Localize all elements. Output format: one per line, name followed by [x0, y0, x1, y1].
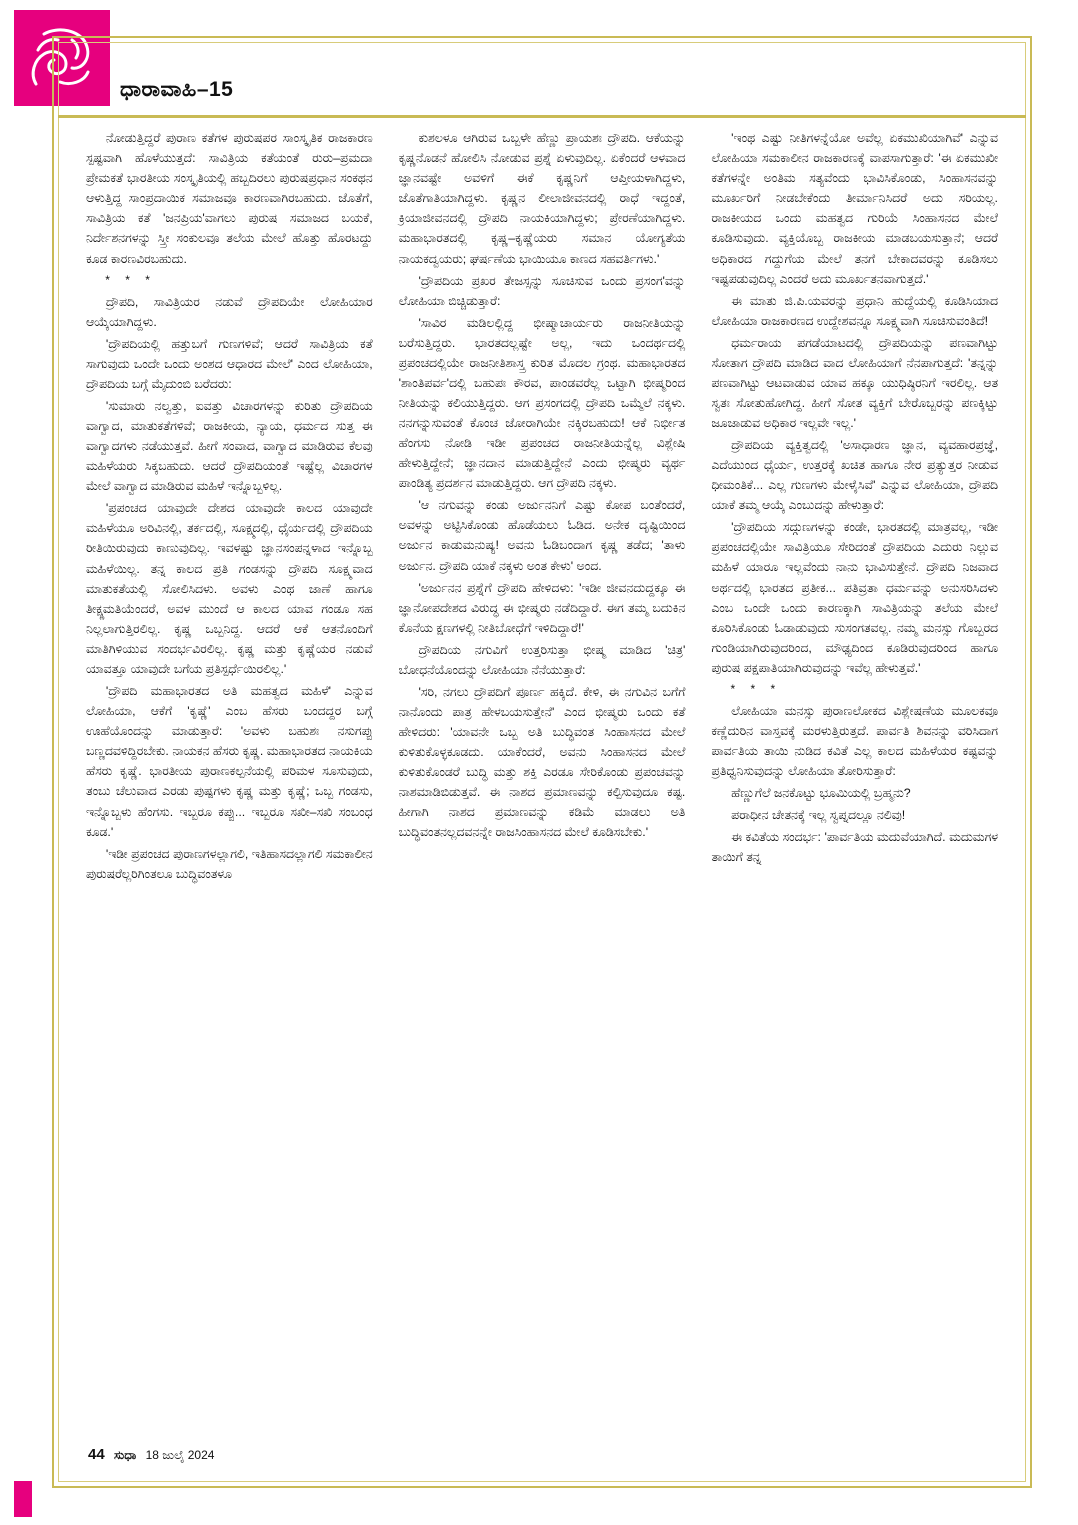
- paragraph: ಪರಾಧೀನ ಚೇತನಕ್ಕೆ ಇಲ್ಲ ಸ್ವಪ್ನದಲ್ಲೂ ನಲಿವು!: [731, 808, 906, 823]
- section-separator: * * *: [105, 272, 156, 287]
- section-separator: * * *: [730, 681, 782, 696]
- paragraph: 'ದ್ರೌಪದಿಯ ಸದ್ಗುಣಗಳನ್ನು ಕಂಡೇ, ಭಾರತದಲ್ಲಿ ಮಾತ್ರವಲ್ಲ, ಇಡೀ ಪ್ರಪಂಚದಲ್ಲಿಯೇ ಸಾವಿತ್ರಿಯೂ ಸೇರಿದಂತೆ ದ್ರೌಪದಿಯ ಎದುರು ನಿಲ್ಲುವ ಮಹಿಳೆ ಯಾರೂ ಇಲ್ಲವೆಂದು ನಾನು ಭಾವಿಸುತ್ತೇನೆ. ದ್ರೌಪದಿ ನಿಜವಾದ ಅರ್ಥದಲ್ಲಿ ಭಾರತದ ಪ್ರತೀಕ... ಪತಿವ್ರತಾ ಧರ್ಮವನ್ನು ಅನುಸರಿಸಿದಳು ಎಂಬ ಒಂದೇ ಒಂದು ಕಾರಣಕ್ಕಾಗಿ ಸಾವಿತ್ರಿಯನ್ನು ತಲೆಯ ಮೇಲೆ ಕೂರಿಸಿಕೊಂಡು ಓಡಾಡುವುದು ಸುಸಂಗತವಲ್ಲ. ನಮ್ಮ ಮನಸ್ಸು ಗೊಬ್ಬರದ ಗುಂಡಿಯಾಗಿರುವುದರಿಂದ, ಮೌಢ್ಯದಿಂದ ಕೂಡಿರುವುದರಿಂದ ಹಾಗೂ ಪುರುಷ ಪಕ್ಷಪಾತಿಯಾಗಿರುವುದನ್ನು ಇವೆಲ್ಲ ಹೇಳುತ್ತವೆ.': [711, 520, 999, 675]
- text-column-3: [711, 128, 998, 1398]
- paragraph: ಈ ಮಾತು ಜಿ.ಪಿ.ಯವರನ್ನು ಪ್ರಧಾನಿ ಹುದ್ದೆಯಲ್ಲಿ ಕೂಡಿಸಿಯಾದ ಲೋಹಿಯಾ ರಾಜಕಾರಣದ ಉದ್ದೇಶವನ್ನೂ ಸೂಕ್ಷ್ಮವಾಗಿ ಸೂಚಿಸುವಂತಿದೆ!: [711, 293, 999, 328]
- issue-date: 18 ಜುಲೈ 2024: [145, 1448, 215, 1462]
- paragraph: ಕುಶಲಳೂ ಆಗಿರುವ ಒಬ್ಬಳೇ ಹೆಣ್ಣು ಪ್ರಾಯಶಃ ದ್ರೌಪದಿ. ಆಕೆಯನ್ನು ಕೃಷ್ಣನೊಡನೆ ಹೋಲಿಸಿ ನೋಡುವ ಪ್ರಶ್ನೆ ಏಳುವುದಿಲ್ಲ. ಏಕೆಂದರೆ ಆಳವಾದ ಜ್ಞಾನವಷ್ಟೇ ಅವಳಿಗೆ ಈಕೆ ಕೃಷ್ಣನಿಗೆ ಆಪ್ತೀಯಳಾಗಿದ್ದಳು, ಜೊತೆಗಾತಿಯಾಗಿದ್ದಳು. ಕೃಷ್ಣನ ಲೀಲಾಜೀವನದಲ್ಲಿ ರಾಧೆ ಇದ್ದಂತೆ, ಕ್ರಿಯಾಜೀವನದಲ್ಲಿ ದ್ರೌಪದಿ ನಾಯಕಿಯಾಗಿದ್ದಳು; ಪ್ರೇರಣೆಯಾಗಿದ್ದಳು. ಮಹಾಭಾರತದಲ್ಲಿ ಕೃಷ್ಣ–ಕೃಷ್ಣೆಯರು ಸಮಾನ ಯೋಗ್ಯತೆಯ ನಾಯಕದ್ವಯರು; ಘರ್ಷಣೆಯ ಭಾಯಿಯೂ ಕಾಣದ ಸಹವರ್ತಿಗಳು.': [398, 131, 686, 266]
- paragraph: ಲೋಹಿಯಾ ಮನಸ್ಸು ಪುರಾಣಲೋಕದ ವಿಶ್ಲೇಷಣೆಯ ಮೂಲಕವೂ ಕಣ್ಣೆದುರಿನ ವಾಸ್ತವಕ್ಕೆ ಮರಳುತ್ತಿರುತ್ತದೆ. ಪಾರ್ವತಿ ಶಿವನನ್ನು ವರಿಸಿದಾಗ ಪಾರ್ವತಿಯ ತಾಯಿ ನುಡಿದ ಕವಿತೆ ಎಲ್ಲ ಕಾಲದ ಮಹಿಳೆಯರ ಕಷ್ಟವನ್ನು ಪ್ರತಿಧ್ವನಿಸುವುದನ್ನು ಲೋಹಿಯಾ ತೋರಿಸುತ್ತಾರೆ:: [711, 704, 999, 779]
- article-body: [86, 128, 998, 1398]
- paragraph: 'ದ್ರೌಪದಿಯ ಪ್ರಖರ ತೇಜಸ್ಸನ್ನು ಸೂಚಿಸುವ ಒಂದು ಪ್ರಸಂಗ'ವನ್ನು ಲೋಹಿಯಾ ಬಿಚ್ಚಿಡುತ್ತಾರೆ:: [398, 273, 686, 308]
- paragraph: 'ಅರ್ಜುನನ ಪ್ರಶ್ನೆಗೆ ದ್ರೌಪದಿ ಹೇಳಿದಳು: 'ಇಡೀ ಜೀವನದುದ್ದಕ್ಕೂ ಈ ಜ್ಞಾನೋಪದೇಶದ ವಿರುದ್ಧ ಈ ಭೀಷ್ಮರು ನಡೆದಿದ್ದಾರೆ. ಈಗ ತಮ್ಮ ಬದುಕಿನ ಕೊನೆಯ ಕ್ಷಣಗಳಲ್ಲಿ ನೀತಿಬೋಧೆಗೆ ಇಳಿದಿದ್ದಾರೆ!': [398, 580, 686, 635]
- paragraph: ಈ ಕವಿತೆಯ ಸಂದರ್ಭ: 'ಪಾರ್ವತಿಯ ಮದುವೆಯಾಗಿದೆ. ಮದುಮಗಳ ತಾಯಿಗೆ ತನ್ನ: [711, 830, 999, 865]
- paragraph: ದ್ರೌಪದಿಯ ನಗುವಿಗೆ ಉತ್ತರಿಸುತ್ತಾ ಭೀಷ್ಮ ಮಾಡಿದ 'ಚಿತ್ರ' ಬೋಧನೆಯೊಂದನ್ನು ಲೋಹಿಯಾ ನೆನೆಯುತ್ತಾರೆ:: [398, 642, 686, 677]
- paragraph: ದ್ರೌಪದಿ, ಸಾವಿತ್ರಿಯರ ನಡುವೆ ದ್ರೌಪದಿಯೇ ಲೋಹಿಯಾರ ಆಯ್ಕೆಯಾಗಿದ್ದಳು.: [86, 294, 373, 329]
- paragraph: 'ಸರಿ, ನಗಲು ದ್ರೌಪದಿಗೆ ಪೂರ್ಣ ಹಕ್ಕಿದೆ. ಕೇಳಿ, ಈ ನಗುವಿನ ಬಗೆಗೆ ನಾನೊಂದು ಪಾತ್ರ ಹೇಳಬಯಸುತ್ತೇನೆ' ಎಂದ ಭೀಷ್ಮರು ಒಂದು ಕತೆ ಹೇಳಿದರು: 'ಯಾವನೇ ಒಬ್ಬ ಅತಿ ಬುದ್ಧಿವಂತ ಸಿಂಹಾಸನದ ಮೇಲೆ ಕುಳಿತುಕೊಳ್ಳಕೂಡದು. ಯಾಕೆಂದರೆ, ಅವನು ಸಿಂಹಾಸನದ ಮೇಲೆ ಕುಳಿತುಕೊಂಡರೆ ಬುದ್ಧಿ ಮತ್ತು ಶಕ್ತಿ ಎರಡೂ ಸೇರಿಕೊಂಡು ಪ್ರಪಂಚವನ್ನು ನಾಶಮಾಡಿಬಿಡುತ್ತವೆ. ಈ ನಾಶದ ಪ್ರಮಾಣವನ್ನು ಕಲ್ಪಿಸುವುದೂ ಕಷ್ಟ. ಹೀಗಾಗಿ ನಾಶದ ಪ್ರಮಾಣವನ್ನು ಕಡಿಮೆ ಮಾಡಲು ಅತಿ ಬುದ್ಧಿವಂತನಲ್ಲದವನನ್ನೇ ರಾಜಸಿಂಹಾಸನದ ಮೇಲೆ ಕೂಡಿಸಬೇಕು.': [398, 684, 686, 840]
- text-column-1: [86, 128, 373, 1398]
- paragraph: 'ಸುಮಾರು ನಲ್ವತ್ತು, ಐವತ್ತು ವಿಚಾರಗಳನ್ನು ಕುರಿತು ದ್ರೌಪದಿಯ ವಾಗ್ವಾದ, ಮಾತುಕತೆಗಳಿವೆ; ರಾಜಕೀಯ, ನ್ಯಾಯ, ಧರ್ಮದ ಸುತ್ತ ಈ ವಾಗ್ವಾದಗಳು ನಡೆಯುತ್ತವೆ. ಹೀಗೆ ಸಂವಾದ, ವಾಗ್ವಾದ ಮಾಡಿರುವ ಕೆಲವು ಮಹಿಳೆಯರು ಸಿಕ್ಕಬಹುದು. ಆದರೆ ದ್ರೌಪದಿಯಂತೆ ಇಷ್ಟೆಲ್ಲ ವಿಚಾರಗಳ ಮೇಲೆ ವಾಗ್ವಾದ ಮಾಡಿರುವ ಮಹಿಳೆ ಇನ್ನೊಬ್ಬಳಿಲ್ಲ.: [86, 398, 373, 494]
- page-number: 44: [88, 1446, 105, 1463]
- paragraph: 'ಇಡೀ ಪ್ರಪಂಚದ ಪುರಾಣಗಳಲ್ಲಾಗಲಿ, ಇತಿಹಾಸದಲ್ಲಾಗಲಿ ಸಮಕಾಲೀನ ಪುರುಷರೆಲ್ಲರಿಗಿಂತಲೂ ಬುದ್ಧಿವಂತಳೂ: [86, 846, 373, 881]
- paragraph: 'ಪ್ರಪಂಚದ ಯಾವುದೇ ದೇಶದ ಯಾವುದೇ ಕಾಲದ ಯಾವುದೇ ಮಹಿಳೆಯೂ ಅರಿವಿನಲ್ಲಿ, ತರ್ಕದಲ್ಲಿ, ಸೂಕ್ಷ್ಮದಲ್ಲಿ, ಧೈರ್ಯದಲ್ಲಿ ದ್ರೌಪದಿಯ ರೀತಿಯಿರುವುದು ಕಾಣುವುದಿಲ್ಲ. ಇವಳಷ್ಟು ಜ್ಞಾನಸಂಪನ್ನಳಾದ ಇನ್ನೊಬ್ಬ ಮಹಿಳೆಯಿಲ್ಲ. ತನ್ನ ಕಾಲದ ಪ್ರತಿ ಗಂಡಸನ್ನು ದ್ರೌಪದಿ ಸೂಕ್ಷ್ಮವಾದ ಮಾತುಕತೆಯಲ್ಲಿ ಸೋಲಿಸಿದಳು. ಅವಳು ಎಂಥ ಜಾಣೆ ಹಾಗೂ ತೀಕ್ಷ್ಣಮತಿಯೆಂದರೆ, ಅವಳ ಮುಂದೆ ಆ ಕಾಲದ ಯಾವ ಗಂಡೂ ಸಹ ನಿಲ್ಲಲಾಗುತ್ತಿರಲಿಲ್ಲ. ಕೃಷ್ಣ ಒಬ್ಬನಿದ್ದ. ಆದರೆ ಆಕೆ ಆತನೊಂದಿಗೆ ಮಾತಿಗಿಳಿಯುವ ಸಂದರ್ಭವಿರಲಿಲ್ಲ. ಕೃಷ್ಣ ಮತ್ತು ಕೃಷ್ಣೆಯರ ನಡುವೆ ಯಾವತ್ತೂ ಯಾವುದೇ ಬಗೆಯ ಪ್ರತಿಸ್ಪರ್ಧೆಯಿರಲಿಲ್ಲ.': [86, 501, 373, 677]
- paragraph: 'ಇಂಥ ಎಷ್ಟು ನೀತಿಗಳನ್ನೆಯೋ ಅವೆಲ್ಲ ಏಕಮುಖಿಯಾಗಿವೆ' ಎನ್ನುವ ಲೋಹಿಯಾ ಸಮಕಾಲೀನ ರಾಜಕಾರಣಕ್ಕೆ ವಾಪಸಾಗುತ್ತಾರೆ: 'ಈ ಏಕಮುಖೀ ಕತೆಗಳನ್ನೇ ಅಂತಿಮ ಸತ್ಯವೆಂದು ಭಾವಿಸಿಕೊಂಡು, ಸಿಂಹಾಸನವನ್ನು ಮೂರ್ಖರಿಗೆ ನೀಡಬೇಕೆಂದು ತೀರ್ಮಾನಿಸಿದರೆ ಅದು ಸರಿಯಲ್ಲ. ರಾಜಕೀಯದ ಒಂದು ಮಹತ್ವದ ಗುರಿಯೆ ಸಿಂಹಾಸನದ ಮೇಲೆ ಕೂಡಿಸುವುದು. ವ್ಯಕ್ತಿಯೊಬ್ಬ ರಾಜಕೀಯ ಮಾಡಬಯಸುತ್ತಾನೆ; ಆದರೆ ಅಧಿಕಾರದ ಗದ್ದುಗೆಯ ಮೇಲೆ ತನಗೆ ಬೇಕಾದವರನ್ನು ಕೂಡಿಸಲು ಇಷ್ಟಪಡುವುದಿಲ್ಲ ಎಂದರೆ ಅದು ಮೂರ್ಖತನವಾಗುತ್ತದೆ.': [711, 131, 999, 286]
- decorative-mark: [14, 1481, 32, 1517]
- paragraph: ನೋಡುತ್ತಿದ್ದರೆ ಪುರಾಣ ಕತೆಗಳ ಪುರುಷಪರ ಸಾಂಸ್ಕೃತಿಕ ರಾಜಕಾರಣ ಸ್ಪಷ್ಟವಾಗಿ ಹೊಳೆಯುತ್ತದೆ: ಸಾವಿತ್ರಿಯ ಕತೆಯಂತೆ ರುರು–ಪ್ರಮದಾ ಪ್ರೇಮಕತೆ ಭಾರತೀಯ ಸಂಸ್ಕೃತಿಯಲ್ಲಿ ಹಬ್ಬದಿರಲು ಪುರುಷಪ್ರಧಾನ ಸಂಕಥನ ಆಳುತ್ತಿದ್ದ ಸಾಂಪ್ರದಾಯಿಕ ಸಮಾಜವೂ ಕಾರಣವಾಗಿರಬಹುದು. ಜೊತೆಗೆ, ಸಾವಿತ್ರಿಯ ಕತೆ 'ಜನಪ್ರಿಯ'ವಾಗಲು ಪುರುಷ ಸಮಾಜದ ಬಯಕೆ, ನಿರ್ದೇಶನಗಳನ್ನು ಸ್ತ್ರೀ ಸಂಕುಲವೂ ತಲೆಯ ಮೇಲೆ ಹೊತ್ತು ಹೊರಟದ್ದು ಕೂಡ ಕಾರಣವಿರಬಹುದು.: [86, 131, 373, 266]
- paragraph: 'ಸಾವಿರ ಮಡಿಲಲ್ಲಿದ್ದ ಭೀಷ್ಮಾಚಾರ್ಯರು ರಾಜನೀತಿಯನ್ನು ಬರೆಸುತ್ತಿದ್ದರು. ಭಾರತದಲ್ಲಷ್ಟೇ ಅಲ್ಲ, ಇದು ಒಂದರ್ಥದಲ್ಲಿ ಪ್ರಪಂಚದಲ್ಲಿಯೇ ರಾಜನೀತಿಶಾಸ್ತ್ರ ಕುರಿತ ಮೊದಲ ಗ್ರಂಥ. ಮಹಾಭಾರತದ 'ಶಾಂತಿಪರ್ವ'ದಲ್ಲಿ ಬಹುಪಃ ಕೌರವ, ಪಾಂಡವರೆಲ್ಲ ಒಟ್ಟಾಗಿ ಭೀಷ್ಮರಿಂದ ನೀತಿಯನ್ನು ಕಲಿಯುತ್ತಿದ್ದರು. ಆಗ ಪ್ರಸಂಗದಲ್ಲಿ ದ್ರೌಪದಿ ಒಮ್ಮೆಲೆ ನಕ್ಕಳು. ನನಗನ್ನುಸುವಂತೆ ಕೊಂಚ ಜೋರಾಗಿಯೇ ನಕ್ಕಿರಬಹುದು! ಆಕೆ ನಿರ್ಭೀತ ಹೆಂಗಸು ನೋಡಿ ಇಡೀ ಪ್ರಪಂಚದ ರಾಜನೀತಿಯನ್ನೆಲ್ಲ ವಿಶ್ಲೇಷಿ ಹೇಳುತ್ತಿದ್ದೇನೆ; ಜ್ಞಾನದಾನ ಮಾಡುತ್ತಿದ್ದೇನೆ ಎಂದು ಭೀಷ್ಮರು ವ್ಯರ್ಥ ಪಾಂಡಿತ್ಯ ಪ್ರದರ್ಶನ ಮಾಡುತ್ತಿದ್ದರು. ಆಗ ದ್ರೌಪದಿ ನಕ್ಕಳು.: [398, 315, 686, 491]
- paragraph: 'ದ್ರೌಪದಿ ಮಹಾಭಾರತದ ಅತಿ ಮಹತ್ವದ ಮಹಿಳೆ' ಎನ್ನುವ ಲೋಹಿಯಾ, ಆಕೆಗೆ 'ಕೃಷ್ಣೆ' ಎಂಬ ಹೆಸರು ಬಂದದ್ದರ ಬಗ್ಗೆ ಊಹೆಯೊಂದನ್ನು ಮಾಡುತ್ತಾರೆ: 'ಅವಳು ಬಹುಶಃ ನಸುಗಪ್ಪು ಬಣ್ಣದವಳಿದ್ದಿರಬೇಕು. ನಾಯಕನ ಹೆಸರು ಕೃಷ್ಣ. ಮಹಾಭಾರತದ ನಾಯಕಿಯ ಹೆಸರು ಕೃಷ್ಣೆ. ಭಾರತೀಯ ಪುರಾಣಕಲ್ಪನೆಯಲ್ಲಿ ಪರಿಮಳ ಸೂಸುವುದು, ತಂಬು ಚೆಲುವಾದ ಎರಡು ಪುಷ್ಪಗಳು ಕೃಷ್ಣ ಮತ್ತು ಕೃಷ್ಣೆ; ಒಬ್ಬ ಗಂಡಸು, ಇನ್ನೊಬ್ಬಳು ಹೆಂಗಸು. ಇಬ್ಬರೂ ಕಪ್ಪು... ಇಬ್ಬರೂ ಸಖೀ–ಸಖಿ ಸಂಬಂಧ ಕೂಡ.': [86, 683, 373, 839]
- header-divider: [58, 115, 1026, 118]
- paragraph: ಧರ್ಮರಾಯ ಪಗಡೆಯಾಟದಲ್ಲಿ ದ್ರೌಪದಿಯನ್ನು ಪಣವಾಗಿಟ್ಟು ಸೋತಾಗ ದ್ರೌಪದಿ ಮಾಡಿದ ವಾದ ಲೋಹಿಯಾಗೆ ನೆನಪಾಗುತ್ತದೆ: 'ತನ್ನನ್ನು ಪಣವಾಗಿಟ್ಟು ಆಟವಾಡುವ ಯಾವ ಹಕ್ಕೂ ಯುಧಿಷ್ಠಿರನಿಗೆ ಇರಲಿಲ್ಲ. ಆತ ಸ್ವತಃ ಸೋತುಹೋಗಿದ್ದ. ಹೀಗೆ ಸೋತ ವ್ಯಕ್ತಿಗೆ ಬೇರೊಬ್ಬರನ್ನು ಪಣಕ್ಕಿಟ್ಟು ಜೂಜಾಡುವ ಅಧಿಕಾರ ಇಲ್ಲವೇ ಇಲ್ಲ.': [711, 335, 999, 431]
- text-column-2: [399, 128, 686, 1398]
- paragraph: 'ಆ ನಗುವನ್ನು ಕಂಡು ಅರ್ಜುನನಿಗೆ ಎಷ್ಟು ಕೋಪ ಬಂತೆಂದರೆ, ಅವಳನ್ನು ಅಟ್ಟಿಸಿಕೊಂಡು ಹೊಡೆಯಲು ಓಡಿದ. ಅನೇಕ ದೃಷ್ಟಿಯಿಂದ ಅರ್ಜುನ ಕಾಡುಮನುಷ್ಯ! ಅವನು ಓಡಿಬಂದಾಗ ಕೃಷ್ಣ ತಡೆದ; 'ತಾಳು ಅರ್ಜುನ. ದ್ರೌಪದಿ ಯಾಕೆ ನಕ್ಕಳು ಅಂತ ಕೇಳು' ಅಂದ.: [398, 498, 686, 573]
- paragraph: 'ದ್ರೌಪದಿಯಲ್ಲಿ ಹತ್ತುಬಗೆ ಗುಣಗಳಿವೆ; ಆದರೆ ಸಾವಿತ್ರಿಯ ಕತೆ ಸಾಗುವುದು ಒಂದೇ ಒಂದು ಅಂಶದ ಆಧಾರದ ಮೇಲೆ' ಎಂದ ಲೋಹಿಯಾ, ದ್ರೌಪದಿಯ ಬಗ್ಗೆ ಮೈದುಂಬಿ ಬರೆದರು:: [86, 336, 373, 391]
- page-footer: [88, 1446, 214, 1463]
- series-title: ಧಾರಾವಾಹಿ–15: [120, 78, 234, 101]
- paragraph: ದ್ರೌಪದಿಯ ವ್ಯಕ್ತಿತ್ವದಲ್ಲಿ 'ಅಸಾಧಾರಣ ಜ್ಞಾನ, ವ್ಯವಹಾರಪ್ರಜ್ಞೆ, ಎದೆಯುಂದ ಧೈರ್ಯ, ಉತ್ತರಕ್ಕೆ ಖಚಿತ ಹಾಗೂ ನೇರ ಪ್ರತ್ಯುತ್ತರ ನೀಡುವ ಧೀಮಂತಿಕೆ... ಎಲ್ಲ ಗುಣಗಳು ಮೇಳೈಸಿವೆ' ಎನ್ನುವ ಲೋಹಿಯಾ, ದ್ರೌಪದಿ ಯಾಕೆ ತಮ್ಮ ಆಯ್ಕೆ ಎಂಬುದನ್ನು ಹೇಳುತ್ತಾರೆ:: [711, 437, 999, 513]
- magazine-name: ಸುಧಾ: [114, 1448, 137, 1462]
- paragraph: ಹೆಣ್ಣುಗೆಲೆ ಜನಕೊಟ್ಟು ಭೂಮಿಯಲ್ಲಿ ಬ್ರಹ್ಮನು?: [731, 786, 911, 801]
